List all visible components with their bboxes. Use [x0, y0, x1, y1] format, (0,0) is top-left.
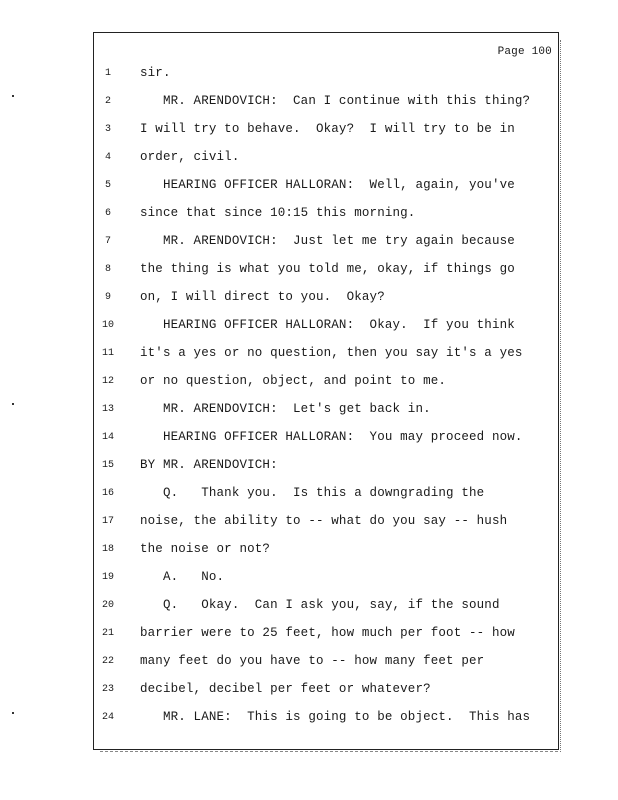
- transcript-line: [0, 150, 560, 170]
- line-text: Q. Thank you. Is this a downgrading the: [140, 486, 485, 500]
- transcript-line: [0, 234, 560, 254]
- line-number: 11: [101, 348, 114, 359]
- line-number: 13: [101, 404, 114, 415]
- transcript-line: [0, 570, 560, 590]
- line-text: MR. LANE: This is going to be object. This has: [140, 710, 531, 724]
- page-bottom-scan-noise: [100, 751, 558, 753]
- line-number: 20: [101, 600, 114, 611]
- line-number: 21: [101, 628, 114, 639]
- transcript-line: [0, 262, 560, 282]
- transcript-line: [0, 94, 560, 114]
- transcript-line: [0, 626, 560, 646]
- line-text: A. No.: [140, 570, 225, 584]
- transcript-line: [0, 654, 560, 674]
- line-text: the thing is what you told me, okay, if things go: [140, 262, 515, 276]
- line-number: 18: [101, 544, 114, 555]
- line-number: 15: [101, 460, 114, 471]
- line-text: barrier were to 25 feet, how much per foot -- how: [140, 626, 515, 640]
- transcript-line: [0, 598, 560, 618]
- line-number: 3: [104, 124, 111, 135]
- line-text: the noise or not?: [140, 542, 271, 556]
- transcript-line: [0, 206, 560, 226]
- line-number: 2: [104, 96, 111, 107]
- transcript-line: [0, 402, 560, 422]
- line-number: 6: [104, 208, 111, 219]
- transcript-line: [0, 710, 560, 730]
- line-text: HEARING OFFICER HALLORAN: Well, again, you've: [140, 178, 515, 192]
- line-text: decibel, decibel per feet or whatever?: [140, 682, 431, 696]
- line-number: 22: [101, 656, 114, 667]
- transcript-line: [0, 682, 560, 702]
- line-number: 7: [104, 236, 111, 247]
- transcript-line: [0, 430, 560, 450]
- transcript-line: [0, 122, 560, 142]
- line-text: it's a yes or no question, then you say it's a yes: [140, 346, 523, 360]
- transcript-line: [0, 346, 560, 366]
- line-number: 4: [104, 152, 111, 163]
- line-text: since that since 10:15 this morning.: [140, 206, 416, 220]
- transcript-line: [0, 66, 560, 86]
- line-number: 17: [101, 516, 114, 527]
- line-number: 10: [101, 320, 114, 331]
- line-text: MR. ARENDOVICH: Just let me try again because: [140, 234, 515, 248]
- line-text: HEARING OFFICER HALLORAN: Okay. If you think: [140, 318, 515, 332]
- line-number: 9: [104, 292, 111, 303]
- transcript-line: [0, 178, 560, 198]
- line-number: 12: [101, 376, 114, 387]
- line-text: MR. ARENDOVICH: Let's get back in.: [140, 402, 431, 416]
- line-text: or no question, object, and point to me.: [140, 374, 447, 388]
- transcript-line: [0, 290, 560, 310]
- transcript-line: [0, 458, 560, 478]
- page-number: Page 100: [497, 46, 552, 58]
- line-text: HEARING OFFICER HALLORAN: You may proceed now.: [140, 430, 523, 444]
- line-text: on, I will direct to you. Okay?: [140, 290, 385, 304]
- line-text: order, civil.: [140, 150, 240, 164]
- transcript-line: [0, 318, 560, 338]
- line-text: sir.: [140, 66, 171, 80]
- transcript-line: [0, 374, 560, 394]
- transcript-line: [0, 542, 560, 562]
- line-number: 24: [101, 712, 114, 723]
- line-number: 5: [104, 180, 111, 191]
- line-number: 1: [104, 68, 111, 79]
- line-text: many feet do you have to -- how many feet per: [140, 654, 485, 668]
- line-number: 14: [101, 432, 114, 443]
- line-text: BY MR. ARENDOVICH:: [140, 458, 278, 472]
- line-text: I will try to behave. Okay? I will try to be in: [140, 122, 515, 136]
- line-text: Q. Okay. Can I ask you, say, if the sound: [140, 598, 500, 612]
- transcript-line: [0, 486, 560, 506]
- line-text: noise, the ability to -- what do you say -- hush: [140, 514, 508, 528]
- line-text: MR. ARENDOVICH: Can I continue with this thing?: [140, 94, 531, 108]
- line-number: 8: [104, 264, 111, 275]
- line-number: 19: [101, 572, 114, 583]
- line-number: 16: [101, 488, 114, 499]
- transcript-line: [0, 514, 560, 534]
- page-edge-dotted-line: [560, 40, 564, 752]
- line-number: 23: [101, 684, 114, 695]
